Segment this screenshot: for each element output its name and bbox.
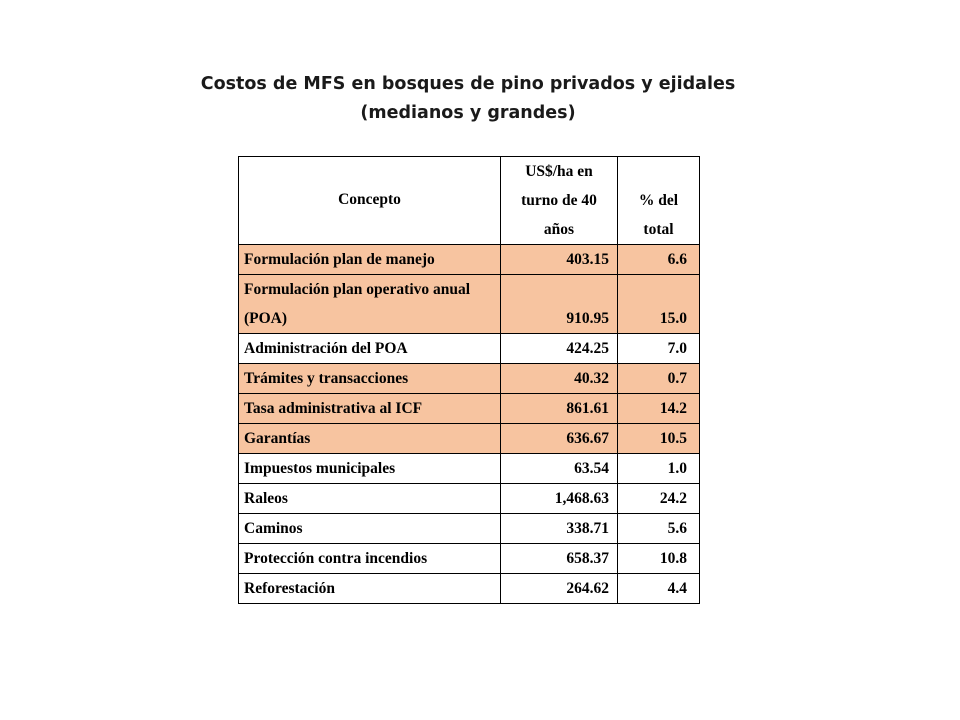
row-concept: Formulación plan de manejo (239, 245, 501, 275)
row-concept: Reforestación (239, 574, 501, 604)
row-pct: 24.2 (618, 484, 700, 514)
row-usd: 40.32 (501, 364, 618, 394)
row-concept: Caminos (239, 514, 501, 544)
table-row (239, 544, 700, 574)
row-concept: Administración del POA (239, 334, 501, 364)
row-concept: Protección contra incendios (239, 544, 501, 574)
row-pct: 6.6 (618, 245, 700, 275)
cost-table (238, 156, 700, 604)
row-usd: 63.54 (501, 454, 618, 484)
header-percent-total: % del total (618, 157, 700, 245)
row-concept: Impuestos municipales (239, 454, 501, 484)
row-pct: 4.4 (618, 574, 700, 604)
table-row (239, 484, 700, 514)
table-row (239, 275, 700, 334)
row-pct: 1.0 (618, 454, 700, 484)
title-line-1: Costos de MFS en bosques de pino privados y ejidales (200, 74, 736, 94)
row-pct: 5.6 (618, 514, 700, 544)
table-row (239, 514, 700, 544)
row-usd: 658.37 (501, 544, 618, 574)
row-pct: 14.2 (618, 394, 700, 424)
header-concept: Concepto (239, 157, 501, 245)
row-concept: Raleos (239, 484, 501, 514)
table-row (239, 454, 700, 484)
row-usd: 403.15 (501, 245, 618, 275)
row-usd: 636.67 (501, 424, 618, 454)
header-usd-per-ha: US$/ha en turno de 40 años (501, 157, 618, 245)
row-usd: 910.95 (501, 275, 618, 334)
row-usd: 264.62 (501, 574, 618, 604)
table-row (239, 574, 700, 604)
row-pct: 7.0 (618, 334, 700, 364)
row-concept: Tasa administrativa al ICF (239, 394, 501, 424)
slide-title (0, 70, 936, 128)
row-usd: 861.61 (501, 394, 618, 424)
table-row (239, 334, 700, 364)
title-line-2: (medianos y grandes) (360, 103, 576, 123)
row-concept: Trámites y transacciones (239, 364, 501, 394)
row-usd: 424.25 (501, 334, 618, 364)
table-row (239, 394, 700, 424)
row-concept: Garantías (239, 424, 501, 454)
row-pct: 0.7 (618, 364, 700, 394)
row-pct: 10.8 (618, 544, 700, 574)
table-row (239, 364, 700, 394)
row-pct: 15.0 (618, 275, 700, 334)
row-pct: 10.5 (618, 424, 700, 454)
table-row (239, 424, 700, 454)
table-row (239, 245, 700, 275)
table-header-row (239, 157, 700, 245)
row-usd: 1,468.63 (501, 484, 618, 514)
row-usd: 338.71 (501, 514, 618, 544)
row-concept: Formulación plan operativo anual (POA) (239, 275, 501, 334)
